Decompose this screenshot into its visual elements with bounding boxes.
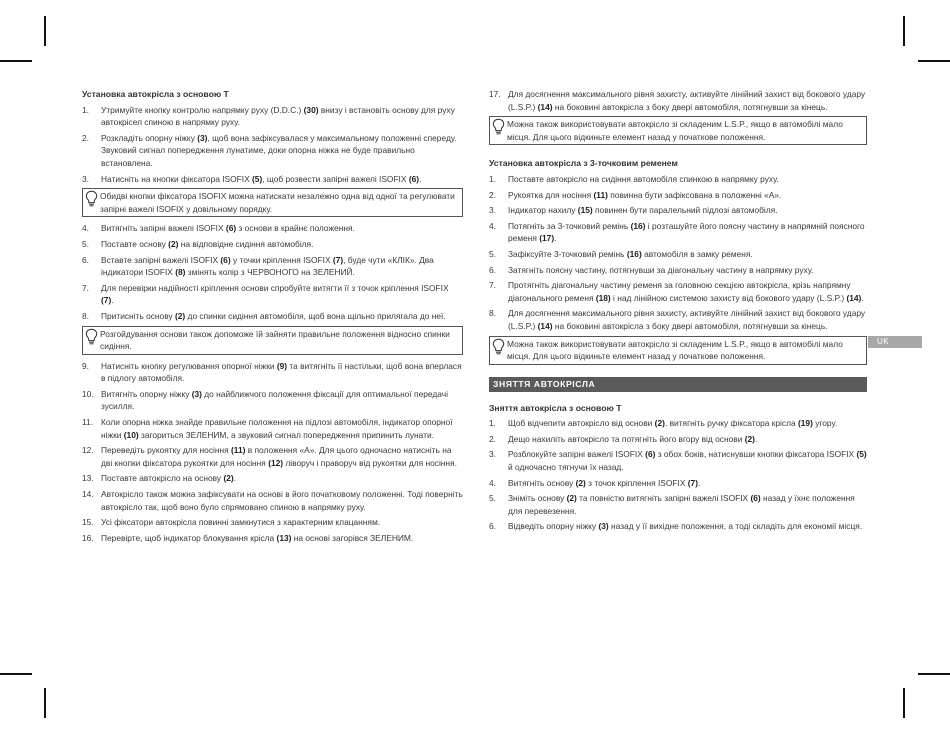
- list-item: [489, 433, 867, 446]
- crop-mark: [0, 60, 32, 62]
- lightbulb-icon: [492, 118, 507, 138]
- item-text: Поставте автокрісло на сидіння автомобіля спинкою в напрямку руху.: [508, 173, 779, 184]
- item-text: Для досягнення максимального рівня захисту, активуйте лінійний захист від бокового удару (L.S.P.) (14) на боковині автокрісла з боку дверi автомобіля, потягнувши за кінець.: [508, 308, 866, 331]
- list-item: [82, 173, 463, 186]
- tip-text: Розгойдування основи також допоможе їй зайняти правильне положення відносно спинки сидіння.: [100, 328, 450, 352]
- item-number: 4.: [489, 477, 496, 488]
- instruction-list: [82, 104, 463, 186]
- section-title: Установка автокрісла з 3-точковим ременем: [489, 158, 678, 169]
- list-item: [489, 520, 867, 533]
- item-text: Зніміть основу (2) та повністю витягніть запірні важелі ISOFIX (6) назад у їхнє положення для перевезення.: [508, 493, 855, 516]
- item-number: 6.: [489, 264, 496, 275]
- item-text: Дещо нахиліть автокрісло та потягніть його вгору від основи (2).: [508, 433, 758, 444]
- item-text: Розблокуйте запірні важелі ISOFIX (6) з обох боків, натиснувши кнопки фіксатора ISOFIX (5) й одночасно тягнучи їх назад.: [508, 449, 867, 473]
- item-number: 7.: [489, 280, 496, 291]
- section-bar: ЗНЯТТЯ АВТОКРІСЛА: [489, 377, 867, 392]
- item-text: Витягніть запірні важелі ISOFIX (6) з основи в крайнє положення.: [101, 223, 355, 234]
- crop-mark: [918, 60, 950, 62]
- list-item: [82, 388, 463, 413]
- item-number: 10.: [82, 388, 94, 399]
- section-title: Зняття автокрісла з основою T: [489, 402, 622, 413]
- item-text: Розкладіть опорну ніжку (3), щоб вона зафіксувалася у максимальному положенні спереду. Звуковий сигнал попередження лунатиме, доки опорна ніжка не буде правильно встановлена.: [101, 132, 457, 168]
- item-text: Для перевірки надійності кріплення основи спробуйте витягти її з точок кріплення ISOFIX (7).: [101, 282, 449, 306]
- item-text: Натисніть на кнопки фіксатора ISOFIX (5), щоб розвести запірні важелі ISOFIX (6).: [101, 173, 422, 184]
- item-text: Потягніть за 3-точковий ремінь (16) і розташуйте його поясну частину в напрямній поясного ременя (17).: [508, 220, 865, 244]
- item-number: 8.: [82, 310, 89, 321]
- item-number: 7.: [82, 282, 89, 293]
- item-number: 11.: [82, 417, 94, 428]
- item-number: 5.: [82, 238, 89, 249]
- tip-text: Можна також використовувати автокрісло зі складеним L.S.P., якщо в автомобілі мало місця. Для цього відкиньте елемент назад у початкове положення.: [507, 119, 843, 142]
- item-text: Переведіть рукоятку для носіння (11) в положення «A». Для цього одночасно натисніть на дві кнопки фіксатора рукоятки для носіння (12) ліворуч і праворуч від рукоятки для носіння.: [101, 445, 457, 468]
- lightbulb-icon: [85, 328, 100, 348]
- item-number: 3.: [489, 205, 496, 216]
- item-number: 5.: [489, 493, 496, 504]
- list-item: [82, 416, 463, 441]
- list-item: [489, 477, 867, 490]
- item-text: Натисніть кнопку регулювання опорної ніжки (9) та витягніть її настільки, щоб вона вперлася в підлогу автомобіля.: [101, 360, 462, 384]
- list-item: [489, 220, 867, 245]
- list-item: [82, 444, 463, 469]
- item-text: Коли опорна ніжка знайде правильне положення на підлозі автомобіля, індикатор опорної ніжки (10) загориться ЗЕЛЕНИМ, а звуковий сигнал попередження припинить лунати.: [101, 417, 453, 440]
- list-item: [82, 472, 463, 485]
- instruction-list: [489, 173, 867, 333]
- item-number: 3.: [82, 173, 89, 184]
- instruction-list: [489, 88, 867, 113]
- list-item: [489, 307, 867, 332]
- list-item: [82, 132, 463, 170]
- item-text: Протягніть діагональну частину ременя за головною секцією автокрісла, крізь напрямну діагонального ременя (18) і над лінійною системою захисту від бокового удару (L.S.P.) (14).: [508, 280, 864, 303]
- list-item: [82, 360, 463, 385]
- list-item: [489, 204, 867, 217]
- item-number: 1.: [489, 173, 496, 184]
- instruction-list: [82, 360, 463, 545]
- item-number: 17.: [489, 89, 501, 99]
- item-text: Щоб відчепити автокрісло від основи (2), витягніть ручку фіксатора крісла (19) угору.: [508, 418, 838, 429]
- list-item: [82, 532, 463, 545]
- item-number: 12.: [82, 445, 94, 456]
- item-number: 8.: [489, 308, 496, 319]
- item-text: Перевірте, щоб індикатор блокування крісла (13) на основі загорівся ЗЕЛЕНИМ.: [101, 532, 414, 543]
- item-number: 6.: [82, 254, 89, 265]
- item-number: 4.: [489, 220, 496, 231]
- item-text: Поставте основу (2) на відповідне сидіння автомобіля.: [101, 238, 314, 249]
- item-number: 1.: [82, 104, 89, 115]
- section-title: Установка автокрісла з основою T: [82, 89, 229, 99]
- list-item: [489, 189, 867, 202]
- item-text: Для досягнення максимального рівня захисту, активуйте лінійний захист від бокового удару (L.S.P.) (14) на боковині автокрісла з боку дверi автомобіля, потягнувши за кінець.: [508, 89, 866, 112]
- crop-mark: [918, 673, 950, 675]
- item-text: Вставте запірні важелі ISOFIX (6) у точки кріплення ISOFIX (7), буде чути «КЛІК». Два індикатори ISOFIX (8) змінять колір з ЧЕРВОНОГО на ЗЕЛЕНИЙ.: [101, 254, 434, 278]
- item-text: Усі фіксатори автокрісла повинні замкнутися з характерним клацанням.: [101, 517, 381, 528]
- list-item: [489, 448, 867, 473]
- list-item: [82, 310, 463, 323]
- list-item: [489, 173, 867, 186]
- tip-box: [489, 116, 867, 145]
- left-column: [82, 88, 463, 547]
- item-text: Витягніть опорну ніжку (3) до найближчого положення фіксації для оптимальної передачі зусилля.: [101, 388, 448, 412]
- item-text: Індикатор нахилу (15) повинен бути паралельний підлозі автомобіля.: [508, 205, 778, 216]
- tip-box: [82, 326, 463, 355]
- list-item: [82, 282, 463, 307]
- item-number: 1.: [489, 418, 496, 429]
- list-item: [489, 417, 867, 430]
- item-number: 9.: [82, 360, 89, 371]
- item-number: 13.: [82, 473, 94, 484]
- crop-mark: [0, 673, 32, 675]
- item-number: 2.: [489, 189, 496, 200]
- item-text: Витягніть основу (2) з точок кріплення ISOFIX (7).: [508, 477, 701, 488]
- tip-box: [82, 188, 463, 217]
- crop-mark: [44, 688, 46, 718]
- item-text: Зафіксуйте 3-точковий ремінь (16) автомобіля в замку ременя.: [508, 248, 753, 259]
- item-number: 2.: [489, 433, 496, 444]
- list-item: [82, 516, 463, 529]
- item-number: 5.: [489, 248, 496, 259]
- language-tab: UK: [868, 336, 922, 348]
- crop-mark: [44, 16, 46, 46]
- crop-mark: [903, 16, 905, 46]
- tip-text: Можна також використовувати автокрісло зі складеним L.S.P., якщо в автомобілі мало місця. Для цього відкиньте елемент назад у початкове положення.: [507, 338, 843, 362]
- item-number: 3.: [489, 449, 496, 460]
- item-text: Поставте автокрісло на основу (2).: [101, 473, 237, 484]
- item-number: 14.: [82, 489, 94, 500]
- item-number: 6.: [489, 521, 496, 532]
- instruction-list: [82, 222, 463, 322]
- list-item: [489, 88, 867, 113]
- instruction-list: [489, 417, 867, 533]
- item-text: Притисніть основу (2) до спинки сидіння автомобіля, щоб вона щільно прилягала до неї.: [101, 310, 446, 321]
- list-item: [82, 254, 463, 279]
- list-item: [489, 492, 867, 517]
- tip-box: [489, 336, 867, 365]
- right-column: [489, 88, 867, 536]
- item-number: 15.: [82, 517, 94, 528]
- item-number: 4.: [82, 223, 89, 234]
- lightbulb-icon: [492, 338, 507, 358]
- item-text: Рукоятка для носіння (11) повинна бути зафіксована в положенні «A».: [508, 189, 782, 200]
- list-item: [82, 238, 463, 251]
- list-item: [82, 222, 463, 235]
- item-text: Відведіть опорну ніжку (3) назад у її вихідне положення, а тоді складіть для економії місця.: [508, 521, 863, 532]
- list-item: [82, 104, 463, 129]
- tip-text: Обидві кнопки фіксатора ISOFIX можна натискати незалежно одна від одної та регулювати запірні важелі ISOFIX у довільному порядку.: [100, 191, 455, 214]
- lightbulb-icon: [85, 190, 100, 210]
- item-text: Затягніть поясну частину, потягнувши за діагональну частину в напрямку руху.: [508, 264, 814, 275]
- list-item: [82, 488, 463, 513]
- item-text: Утримуйте кнопку контролю напрямку руху (D.D.C.) (30) внизу і встановіть основу для руху автокрісел спиною в напрямку руху.: [101, 104, 455, 128]
- list-item: [489, 264, 867, 277]
- list-item: [489, 279, 867, 304]
- item-number: 2.: [82, 132, 89, 143]
- item-text: Автокрісло також можна зафіксувати на основі в його початковому положенні. Тоді поверніть автокрісло так, щоб воно було спрямовано спиною в напрямку руху.: [101, 489, 463, 512]
- list-item: [489, 248, 867, 261]
- item-number: 16.: [82, 532, 94, 543]
- crop-mark: [903, 688, 905, 718]
